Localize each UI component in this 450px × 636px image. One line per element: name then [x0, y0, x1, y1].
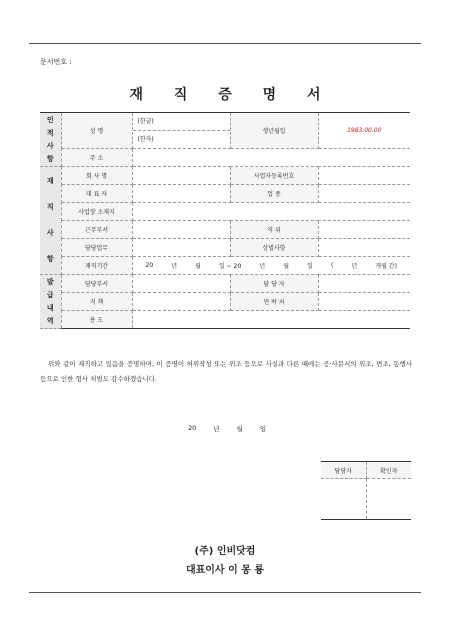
period-part: 월 [195, 263, 201, 270]
reward-label: 상벌사항 [230, 239, 318, 257]
period-part: 일 ~ 20 [219, 263, 242, 270]
approval-header-confirmer: 확인자 [366, 462, 411, 479]
address-value [132, 149, 410, 167]
section-personal: 인 적 사 항 [40, 113, 61, 167]
period-part: 개월 간) [375, 263, 397, 270]
issue-date [188, 424, 266, 433]
job-title-label: 직 책 [61, 293, 132, 311]
company-name: (주) 인비닷컴 [194, 546, 256, 557]
ceo-label: 대 표 자 [61, 185, 132, 203]
period-value [132, 257, 410, 275]
date-part: 20 [188, 424, 197, 432]
approval-header-officer: 담당자 [321, 462, 366, 479]
issue-dept-label: 담당부서 [61, 275, 132, 293]
period-part: 일 [307, 263, 313, 270]
position-label: 직 위 [230, 221, 318, 239]
date-part: 년 [213, 425, 220, 433]
purpose-value [132, 311, 410, 329]
bizno-value [318, 167, 410, 185]
period-part: 년 [259, 263, 266, 270]
officer-value [318, 275, 410, 293]
date-part: 일 [259, 425, 267, 433]
issue-dept-value [132, 275, 230, 293]
duty-label: 담당업무 [61, 239, 132, 257]
position-value [318, 221, 410, 239]
certificate-table [40, 112, 410, 329]
birth-label: 생년월일 [230, 113, 318, 149]
section-issuance: 발 급 내 역 [40, 275, 61, 329]
document-title: 재 직 증 명 서 [129, 87, 334, 103]
ceo-value [132, 185, 230, 203]
dept-value [132, 221, 230, 239]
birth-value: 1983.00.00 [347, 127, 382, 134]
reward-value [318, 239, 410, 257]
period-part: 년 [171, 263, 178, 270]
approval-box [321, 461, 411, 520]
dept-label: 근무부서 [61, 221, 132, 239]
industry-value [318, 185, 410, 203]
period-label: 재직기간 [61, 257, 132, 275]
period-part: ( [330, 262, 334, 269]
period-part: 월 [283, 263, 290, 270]
location-value [132, 203, 410, 221]
period-part: 20 [145, 262, 154, 269]
bizno-label: 사업자등록번호 [230, 167, 318, 185]
contact-value [318, 293, 410, 311]
bottom-rule [29, 592, 421, 593]
industry-label: 업 종 [230, 185, 318, 203]
name-label: 성 명 [61, 113, 132, 149]
approval-sign-officer [321, 479, 366, 520]
name-korean: (한글) [133, 113, 230, 131]
top-rule [29, 43, 421, 44]
job-title-value [132, 293, 230, 311]
name-hanja: (한자) [137, 136, 154, 143]
duty-value [132, 239, 230, 257]
contact-label: 연 락 처 [230, 293, 318, 311]
approval-sign-confirmer [366, 479, 411, 520]
company-value [132, 167, 230, 185]
purpose-label: 용 도 [61, 311, 132, 329]
period-part: 년 [351, 263, 358, 270]
location-label: 사업장 소재지 [61, 203, 132, 221]
date-part: 월 [236, 425, 243, 433]
ceo-signature: 대표이사 이 몽 룡 [185, 565, 265, 576]
company-label: 회 사 명 [61, 167, 132, 185]
address-label: 주 소 [61, 149, 132, 167]
doc-number-label: 문서번호 : [40, 58, 72, 66]
officer-label: 담 당 자 [230, 275, 318, 293]
section-employment: 재 직 사 항 [40, 167, 61, 275]
statement-paragraph: 위와 같이 재직하고 있음을 증명하며, 이 증명이 허위작성 또는 위조 등으로 사실과 다른 때에는 공·사문서의 위조, 변조, 동행사 등으로 인한 형사 처벌도 감수하겠습니다. [40, 360, 412, 383]
